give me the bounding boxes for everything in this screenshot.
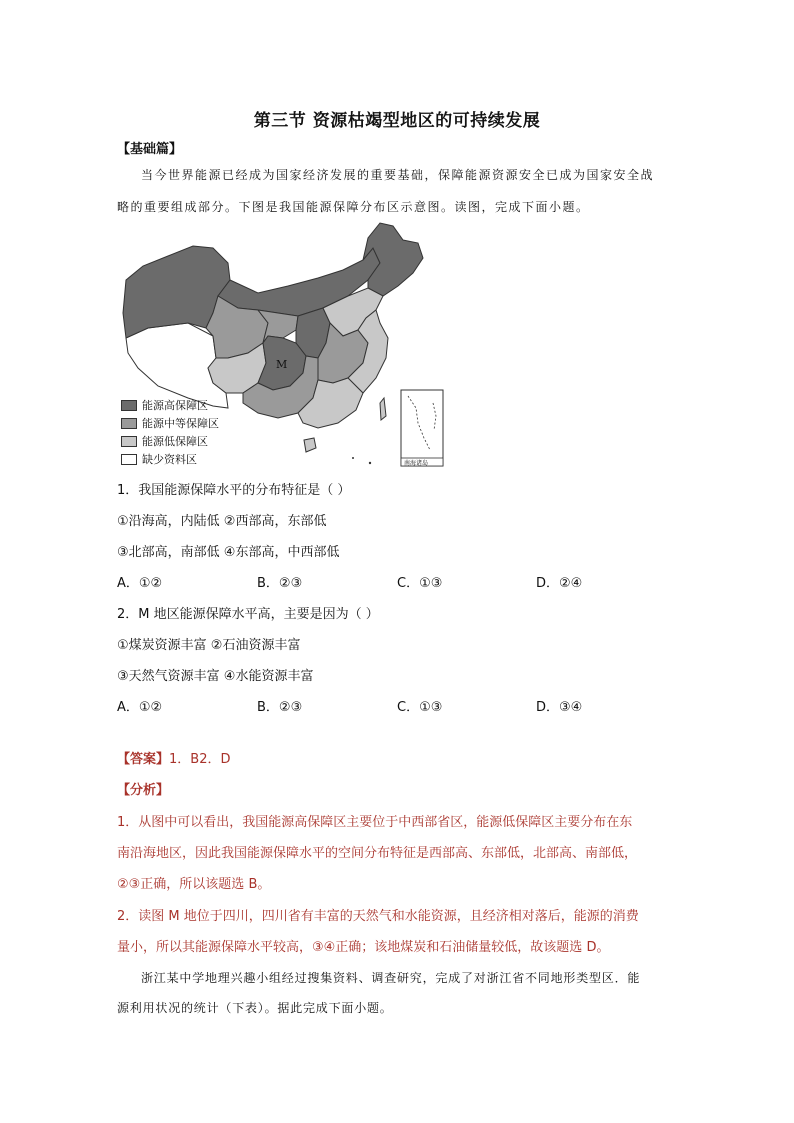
map-region-hainan <box>304 438 316 452</box>
q2-stem: 2．M 地区能源保障水平高，主要是因为（ ） <box>117 607 379 622</box>
analysis-1-line-3: ②③正确，所以该题选 B。 <box>117 877 271 892</box>
q1-option-b[interactable]: B．②③ <box>257 576 303 591</box>
legend-item-high <box>121 397 219 413</box>
q1-stem: 1．我国能源保障水平的分布特征是（ ） <box>117 483 351 498</box>
q1-option-a[interactable]: A．①② <box>117 576 163 591</box>
legend-label-medium: 能源中等保障区 <box>142 417 219 430</box>
q2-option-d[interactable]: D．③④ <box>536 700 583 715</box>
analysis-2-line-2: 量小，所以其能源保障水平较高，③④正确；该地煤炭和石油储量较低，故该题选 D。 <box>117 940 610 955</box>
section-label: 【基础篇】 <box>117 142 183 157</box>
answer-line <box>117 748 231 767</box>
intro-line-1: 当今世界能源已经成为国家经济发展的重要基础，保障能源资源安全已成为国家安全战 <box>141 168 655 182</box>
legend-swatch-none <box>121 454 137 465</box>
south-sea-inset <box>401 390 443 466</box>
analysis-2-line-1: 2．读图 M 地位于四川，四川省有丰富的天然气和水能资源，且经济相对落后，能源的消费 <box>117 909 639 924</box>
analysis-1-line-2: 南沿海地区，因此我国能源保障水平的空间分布特征是西部高、东部低，北部高、南部低， <box>117 846 638 861</box>
q2-statements-1: ①煤炭资源丰富 ②石油资源丰富 <box>117 638 301 653</box>
map-legend <box>121 397 219 469</box>
answer-label: 【答案】 <box>117 752 170 767</box>
answer-text: 1．B2．D <box>169 752 231 767</box>
legend-label-low: 能源低保障区 <box>142 435 208 448</box>
analysis-label <box>117 779 169 798</box>
q2-option-b[interactable]: B．②③ <box>257 700 303 715</box>
q1-option-c[interactable]: C．①③ <box>397 576 443 591</box>
q1-statements-1: ①沿海高，内陆低 ②西部高，东部低 <box>117 514 327 529</box>
q1-statements-2: ③北部高，南部低 ④东部高，中西部低 <box>117 545 340 560</box>
map-region-taiwan <box>380 398 386 420</box>
legend-swatch-medium <box>121 418 137 429</box>
legend-item-low <box>121 433 219 449</box>
legend-label-none: 缺少资料区 <box>142 453 197 466</box>
intro-line-2: 略的重要组成部分。下图是我国能源保障分布区示意图。读图，完成下面小题。 <box>117 200 590 214</box>
inset-label: 南海诸岛 <box>404 460 429 467</box>
q2-option-c[interactable]: C．①③ <box>397 700 443 715</box>
q1-option-d[interactable]: D．②④ <box>536 576 583 591</box>
analysis-1-line-1: 1．从图中可以看出，我国能源高保障区主要位于中西部省区，能源低保障区主要分布在东 <box>117 815 633 830</box>
legend-swatch-low <box>121 436 137 447</box>
analysis-label-text: 【分析】 <box>117 783 170 798</box>
passage-2-line-2: 源利用状况的统计（下表）。据此完成下面小题。 <box>117 1001 393 1015</box>
map-label-m: M <box>276 358 288 371</box>
legend-item-medium <box>121 415 219 431</box>
q2-statements-2: ③天然气资源丰富 ④水能资源丰富 <box>117 669 314 684</box>
legend-swatch-high <box>121 400 137 411</box>
passage-2-line-1: 浙江某中学地理兴趣小组经过搜集资料、调查研究，完成了对浙江省不同地形类型区．能 <box>141 971 641 985</box>
legend-label-high: 能源高保障区 <box>142 399 208 412</box>
page-title: 第三节 资源枯竭型地区的可持续发展 <box>253 111 541 131</box>
legend-item-none <box>121 451 219 467</box>
q2-option-a[interactable]: A．①② <box>117 700 163 715</box>
